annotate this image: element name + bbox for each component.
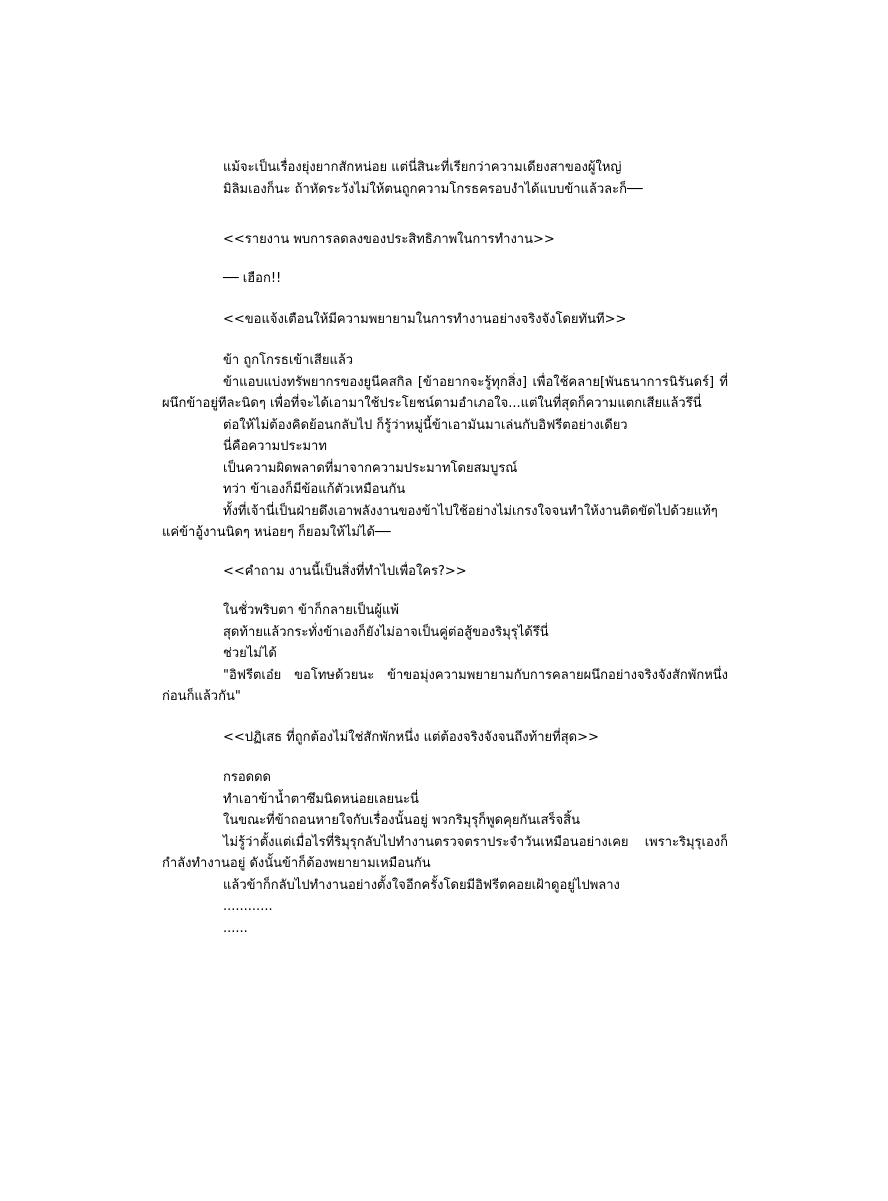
system-message (162, 229, 728, 251)
text-line: ทว่า ข้าเองก็มีข้อแก้ตัวเหมือนกัน (223, 482, 406, 497)
text-line: แล้วข้าก็กลับไปทำงานอย่างตั้งใจอีกครั้งโดยมีอิฟรีตคอยเฝ้าดูอยู่ไปพลาง (223, 877, 620, 893)
system-message (162, 727, 728, 749)
text-line: ข้า ถูกโกรธเข้าเสียแล้ว (223, 353, 354, 368)
ellipsis-line: ...... (223, 920, 248, 936)
text-line: นี่คือความประมาท (223, 439, 327, 454)
paragraph-group (162, 157, 728, 200)
text-line: ในขณะที่ข้าถอนหายใจกับเรื่องนั้นอยู่ พวกริมุรุก็พูดคุยกันเสร็จสิ้น (223, 813, 580, 828)
text-line: มิลิมเองก็นะ ถ้าหัดระวังไม่ให้ตนถูกความโกรธครอบงำได้แบบข้าแล้วละก็── (223, 181, 643, 197)
text-line: แม้จะเป็นเรื่องยุ่งยากสักหน่อย แต่นี่สินะที่เรียกว่าความเดียงสาของผู้ใหญ่ (223, 160, 622, 175)
text-line: ช่วยไม่ได้ (223, 646, 277, 661)
paragraph-group (162, 350, 728, 544)
system-message-text: <<ขอแจ้งเตือนให้มีความพยายามในการทำงานอย่างจริงจังโดยทันที>> (223, 312, 627, 327)
paragraph: ข้าแอบแบ่งทรัพยากรของยูนีคสกิล [ข้าอยากจะรู้ทุกสิ่ง] เพื่อใช้คลาย[พันธนาการนิรันดร์] ที่ผนึกข้าอยู่ทีละนิดๆ เพื่อที่จะได้เอามาใช้ประโยชน์ตามอำเภอใจ...แต่ในที่สุดก็ความแตกเสียแล้วรึนี่ (162, 374, 728, 411)
paragraph: ทั้งที่เจ้านี่เป็นฝ่ายดึงเอาพลังงานของข้าไปใช้อย่างไม่เกรงใจจนทำให้งานติดขัดไปด้วยแท้ๆ แค่ข้าอู้งานนิดๆ หน่อยๆ ก็ยอมให้ไม่ได้── (162, 503, 718, 540)
system-message (162, 309, 728, 331)
paragraph-group (162, 600, 728, 708)
text-line: ในชั่วพริบตา ข้าก็กลายเป็นผู้แพ้ (223, 603, 399, 618)
exclamation-line (162, 268, 728, 290)
text-line: เป็นความผิดพลาดที่มาจากความประมาทโดยสมบูรณ์ (223, 460, 518, 476)
paragraph: "อิฟรีตเอ๋ย ขอโทษด้วยนะ ข้าขอมุ่งความพยายามกับการคลายผนึกอย่างจริงจังสักพักหนึ่งก่อนก็แล้วกัน" (162, 667, 728, 704)
paragraph-group (162, 767, 728, 939)
system-message-text: <<คำถาม งานนี้เป็นสิ่งที่ทำไปเพื่อใคร?>> (223, 564, 467, 579)
system-message (162, 561, 728, 583)
ellipsis-line: ............ (223, 899, 273, 914)
text-line: ต่อให้ไม่ต้องคิดย้อนกลับไป ก็รู้ว่าหมู่นี้ข้าเอามันมาเล่นกับอิฟรีตอย่างเดียว (223, 417, 628, 433)
text-line: ── เฮือก!! (223, 271, 282, 286)
text-line: ทำเอาข้าน้ำตาซึมนิดหน่อยเลยนะนี่ (223, 791, 419, 807)
paragraph: ไม่รู้ว่าตั้งแต่เมื่อไรที่ริมุรุกลับไปทำงานตรวจตราประจำวันเหมือนอย่างเคย เพราะริมุรุเองก็กำลังทำงานอยู่ ดังนั้นข้าก็ต้องพยายามเหมือนกัน (162, 834, 728, 871)
text-line: กรอดดด (223, 770, 271, 785)
system-message-text: <<รายงาน พบการลดลงของประสิทธิภาพในการทำงาน>> (223, 232, 555, 247)
system-message-text: <<ปฏิเสธ ที่ถูกต้องไม่ใช่สักพักหนึ่ง แต่ต้องจริงจังจนถึงท้ายที่สุด>> (223, 730, 599, 745)
text-line: สุดท้ายแล้วกระทั่งข้าเองก็ยังไม่อาจเป็นคู่ต่อสู้ของริมุรุได้รึนี่ (223, 624, 549, 640)
